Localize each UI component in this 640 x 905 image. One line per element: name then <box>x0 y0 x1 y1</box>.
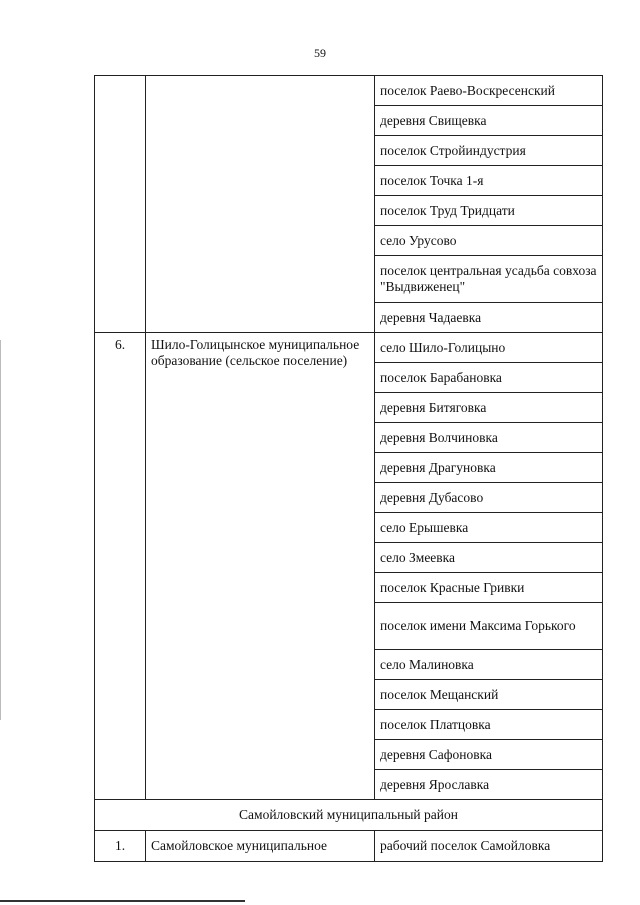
settlement-cell: деревня Чадаевка <box>375 303 603 333</box>
table-row <box>95 333 603 363</box>
settlement-cell: село Шило-Голицыно <box>375 333 603 363</box>
number-cell-text: 6. <box>114 337 126 352</box>
settlement-cell: деревня Волчиновка <box>375 423 603 453</box>
settlement-cell: поселок Раево-Воскресенский <box>375 76 603 106</box>
municipality-name-cell-text: Шило-Голицынское муниципальное образование (сельское поселение) <box>151 337 360 368</box>
district-header: Самойловский муниципальный район <box>95 800 603 831</box>
settlement-cell: деревня Дубасово <box>375 483 603 513</box>
settlement-cell: деревня Сафоновка <box>375 740 603 770</box>
settlement-cell: поселок Красные Гривки <box>375 573 603 603</box>
settlement-cell: поселок центральная усадьба совхоза "Выдвиженец" <box>375 256 603 303</box>
settlement-cell: село Ерышевка <box>375 513 603 543</box>
number-cell-empty <box>95 76 146 333</box>
number-cell <box>95 333 146 800</box>
bottom-rule <box>0 900 245 902</box>
table-row <box>95 831 603 862</box>
settlement-cell: деревня Ярославка <box>375 770 603 800</box>
number-cell: 1. <box>95 831 146 862</box>
settlement-cell: поселок Труд Тридцати <box>375 196 603 226</box>
settlement-cell: деревня Драгуновка <box>375 453 603 483</box>
settlement-cell: деревня Битяговка <box>375 393 603 423</box>
settlements-table <box>94 75 603 862</box>
settlement-cell: поселок Платцовка <box>375 710 603 740</box>
settlement-cell: поселок Точка 1-я <box>375 166 603 196</box>
district-header-row <box>95 800 603 831</box>
settlement-cell: поселок Мещанский <box>375 680 603 710</box>
settlement-cell: поселок Барабановка <box>375 363 603 393</box>
settlement-cell: село Урусово <box>375 226 603 256</box>
page-number: 59 <box>314 46 326 60</box>
scan-binding-mark <box>0 340 1 720</box>
settlement-cell: поселок имени Максима Горького <box>375 603 603 650</box>
municipality-name-cell <box>146 333 375 800</box>
settlement-cell: село Малиновка <box>375 650 603 680</box>
table-row <box>95 76 603 106</box>
municipality-name-cell: Самойловское муниципальное <box>146 831 375 862</box>
municipality-cell-empty <box>146 76 375 333</box>
settlement-cell: поселок Стройиндустрия <box>375 136 603 166</box>
settlement-cell: деревня Свищевка <box>375 106 603 136</box>
settlement-cell: село Змеевка <box>375 543 603 573</box>
settlement-cell: рабочий поселок Самойловка <box>375 831 603 862</box>
